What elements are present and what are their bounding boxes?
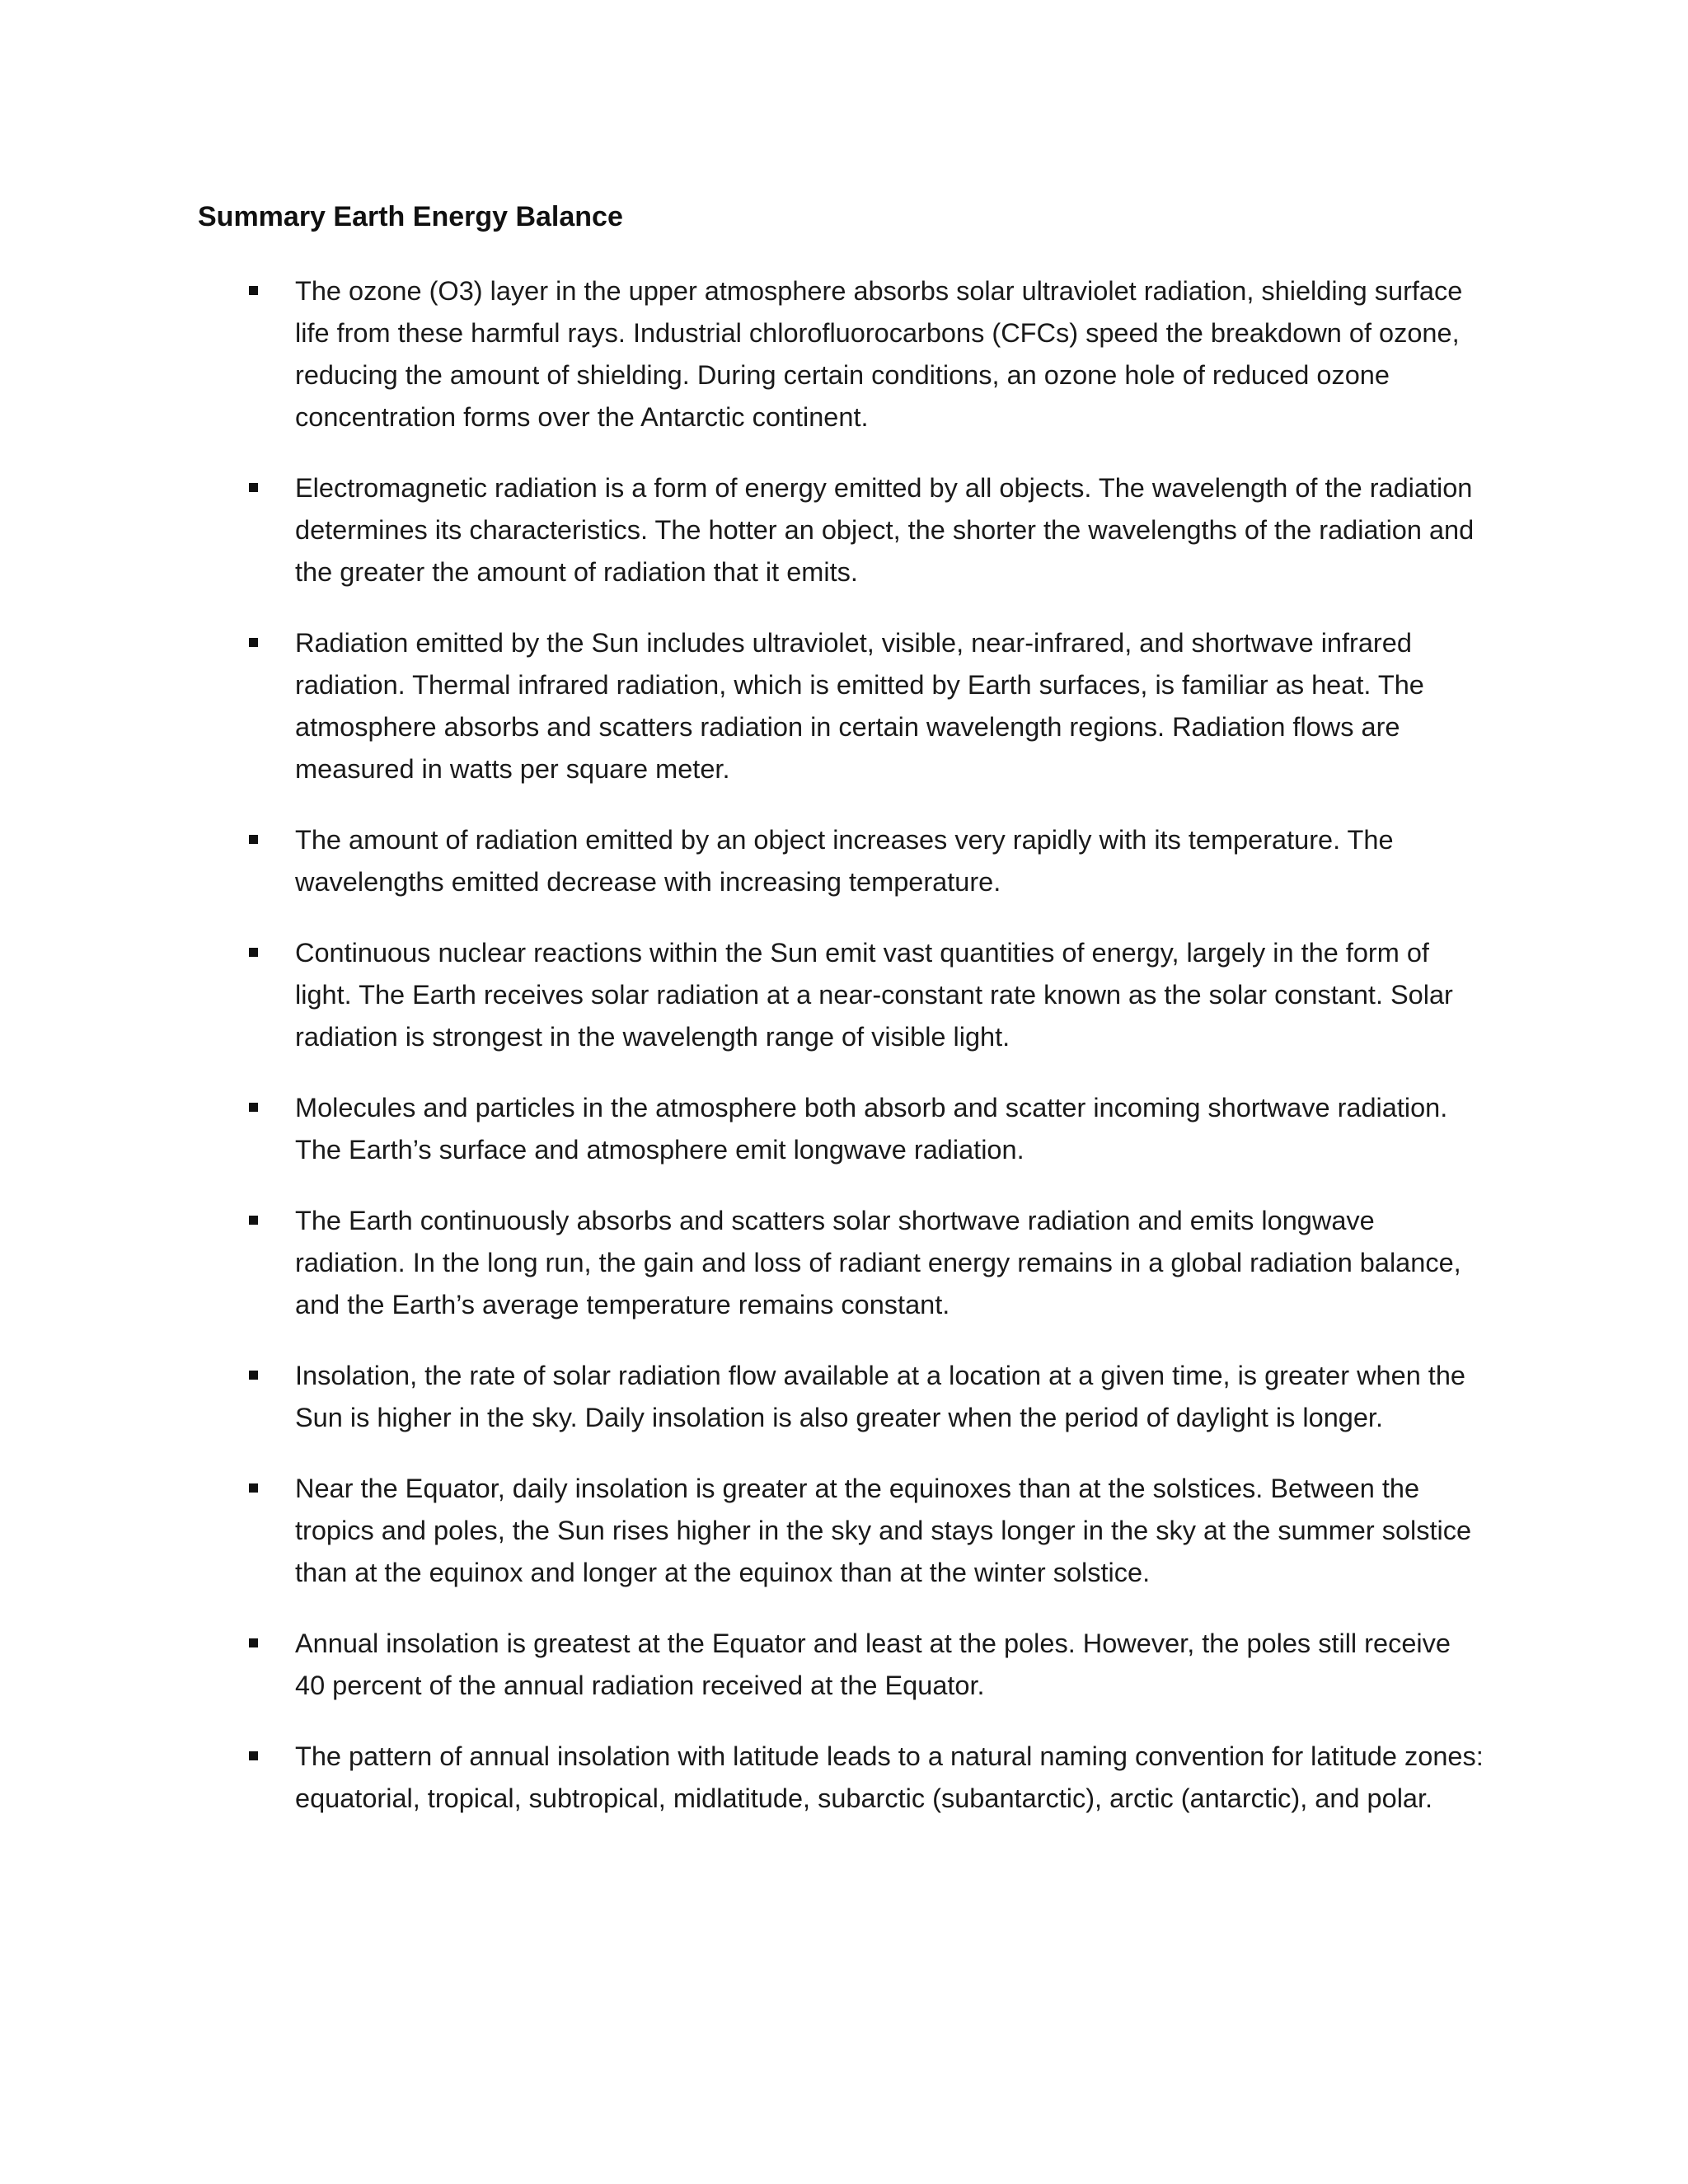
list-item-text: Electromagnetic radiation is a form of energy emitted by all objects. The wavelength of the radiation determines its characteristics. The hotter an object, the shorter the wavelengths of the radiation and the greater the amount of radiation that it emits. bbox=[295, 473, 1475, 587]
list-item bbox=[198, 1200, 1484, 1326]
list-item-text: Insolation, the rate of solar radiation flow available at a location at a given time, is greater when the Sun is higher in the sky. Daily insolation is also greater when the period of daylight is longer. bbox=[295, 1361, 1465, 1432]
list-item-text: Radiation emitted by the Sun includes ultraviolet, visible, near-infrared, and shortwave infrared radiation. Thermal infrared radiation, which is emitted by Earth surfaces, is familiar as heat. The atmosphere absorbs and scatters radiation in certain wavelength regions. Radiation flows are measured in watts per square meter. bbox=[295, 628, 1424, 784]
list-item-text: Near the Equator, daily insolation is greater at the equinoxes than at the solstices. Between the tropics and poles, the Sun rises higher in the sky and stays longer in the sky at the summer solstice than at the equinox and longer at the equinox than at the winter solstice. bbox=[295, 1474, 1472, 1587]
list-item-text: The pattern of annual insolation with latitude leads to a natural naming convention for latitude zones: equatorial, tropical, subtropical, midlatitude, subarctic (subantarctic), arctic (antarctic), and polar. bbox=[295, 1741, 1484, 1813]
list-item-text: Molecules and particles in the atmosphere both absorb and scatter incoming shortwave radiation. The Earth’s surface and atmosphere emit longwave radiation. bbox=[295, 1093, 1448, 1165]
list-item bbox=[198, 1623, 1484, 1707]
square-bullet-icon bbox=[249, 1103, 258, 1112]
square-bullet-icon bbox=[249, 1371, 258, 1380]
list-item bbox=[198, 1468, 1484, 1594]
list-item-text: Continuous nuclear reactions within the Sun emit vast quantities of energy, largely in the form of light. The Earth receives solar radiation at a near-constant rate known as the solar constant. Solar radiation is strongest in the wavelength range of visible light. bbox=[295, 938, 1453, 1052]
square-bullet-icon bbox=[249, 948, 258, 957]
square-bullet-icon bbox=[249, 1216, 258, 1225]
square-bullet-icon bbox=[249, 1483, 258, 1493]
list-item bbox=[198, 1736, 1484, 1820]
square-bullet-icon bbox=[249, 835, 258, 844]
square-bullet-icon bbox=[249, 286, 258, 295]
list-item bbox=[198, 270, 1484, 438]
list-item bbox=[198, 819, 1484, 903]
square-bullet-icon bbox=[249, 638, 258, 647]
list-item bbox=[198, 1087, 1484, 1171]
list-item-text: The ozone (O3) layer in the upper atmosphere absorbs solar ultraviolet radiation, shielding surface life from these harmful rays. Industrial chlorofluorocarbons (CFCs) speed the breakdown of ozone, reducing the amount of shielding. During certain conditions, an ozone hole of reduced ozone concentration forms over the Antarctic continent. bbox=[295, 276, 1463, 432]
square-bullet-icon bbox=[249, 1751, 258, 1760]
list-item bbox=[198, 932, 1484, 1058]
list-item-text: The Earth continuously absorbs and scatters solar shortwave radiation and emits longwave radiation. In the long run, the gain and loss of radiant energy remains in a global radiation balance, and the Earth’s average temperature remains constant. bbox=[295, 1206, 1461, 1319]
square-bullet-icon bbox=[249, 483, 258, 492]
summary-bullet-list bbox=[198, 270, 1484, 1849]
square-bullet-icon bbox=[249, 1638, 258, 1647]
page-title: Summary Earth Energy Balance bbox=[198, 201, 623, 232]
list-item-text: Annual insolation is greatest at the Equator and least at the poles. However, the poles still receive 40 percent of the annual radiation received at the Equator. bbox=[295, 1629, 1451, 1700]
list-item bbox=[198, 622, 1484, 790]
list-item bbox=[198, 1355, 1484, 1439]
list-item-text: The amount of radiation emitted by an object increases very rapidly with its temperature. The wavelengths emitted decrease with increasing temperature. bbox=[295, 825, 1394, 897]
list-item bbox=[198, 467, 1484, 593]
